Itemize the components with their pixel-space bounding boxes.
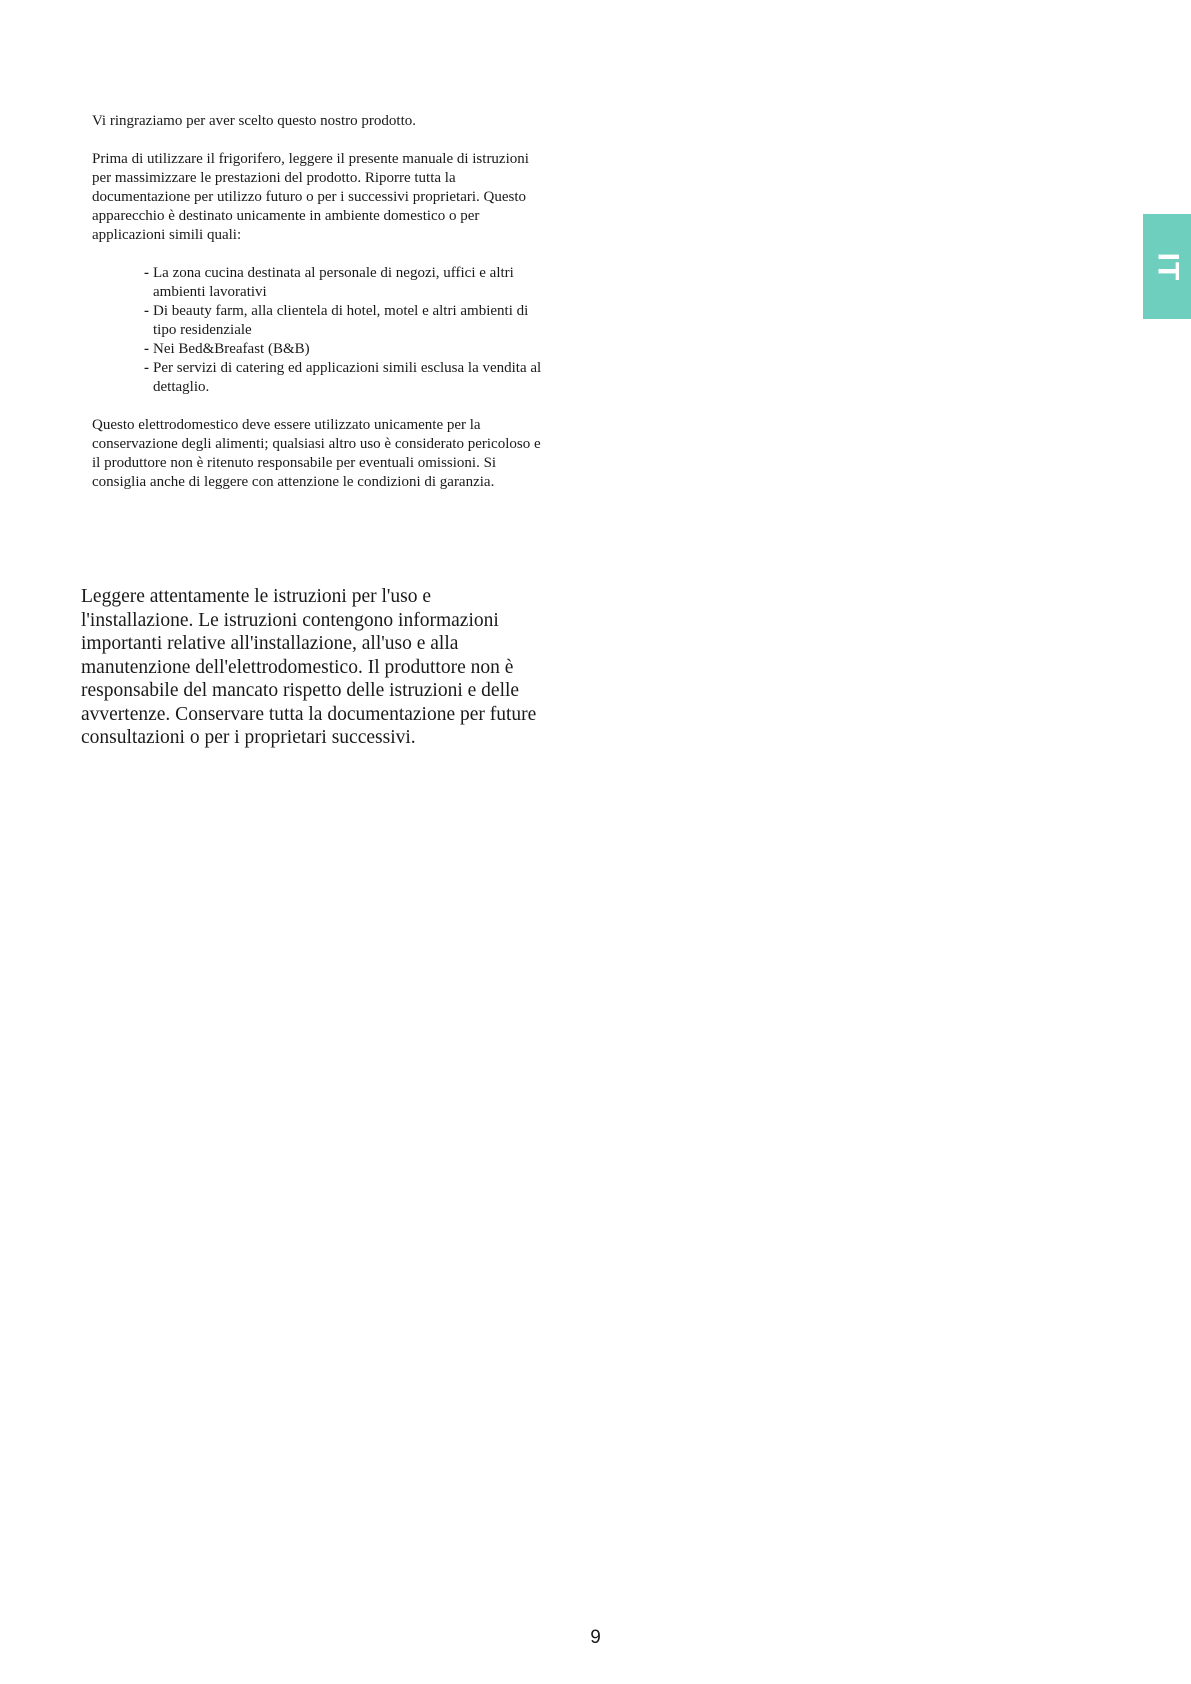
- conservation-paragraph: Questo elettrodomestico deve essere utilizzato unicamente per la conservazione degli alimenti; qualsiasi altro uso è considerato pericoloso e il produttore non è ritenuto responsabile per eventuali omissioni. Si consiglia anche di leggere con attenzione le condizioni di garanzia.: [92, 417, 541, 490]
- list-item: - Per servizi di catering ed applicazioni simili esclusa la vendita al dettaglio.: [144, 359, 542, 397]
- language-tab: [1143, 214, 1191, 319]
- list-item: - Di beauty farm, alla clientela di hotel, motel e altri ambienti di tipo residenziale: [144, 302, 542, 340]
- page-number: 9: [590, 1627, 601, 1648]
- list-item: - La zona cucina destinata al personale di negozi, uffici e altri ambienti lavorativi: [144, 264, 542, 302]
- usage-list: [144, 264, 542, 397]
- warning-paragraph: Leggere attentamente le istruzioni per l'uso e l'installazione. Le istruzioni contengono informazioni importanti relative all'installazione, all'uso e alla manutenzione dell'elettrodomestico. Il produttore non è responsabile del mancato rispetto delle istruzioni e delle avvertenze. Conservare tutta la documentazione per future consultazioni o per i proprietari successivi.: [81, 586, 537, 748]
- list-item: - Nei Bed&Breafast (B&B): [144, 340, 542, 359]
- language-label: IT: [1150, 252, 1184, 281]
- intro-section: [92, 112, 542, 492]
- usage-paragraph: Prima di utilizzare il frigorifero, leggere il presente manuale di istruzioni per massimizzare le prestazioni del prodotto. Riporre tutta la documentazione per utilizzo futuro o per i successivi proprietari. Questo apparecchio è destinato unicamente in ambiente domestico o per applicazioni simili quali:: [92, 151, 529, 243]
- thanks-text: Vi ringraziamo per aver scelto questo nostro prodotto.: [92, 113, 417, 129]
